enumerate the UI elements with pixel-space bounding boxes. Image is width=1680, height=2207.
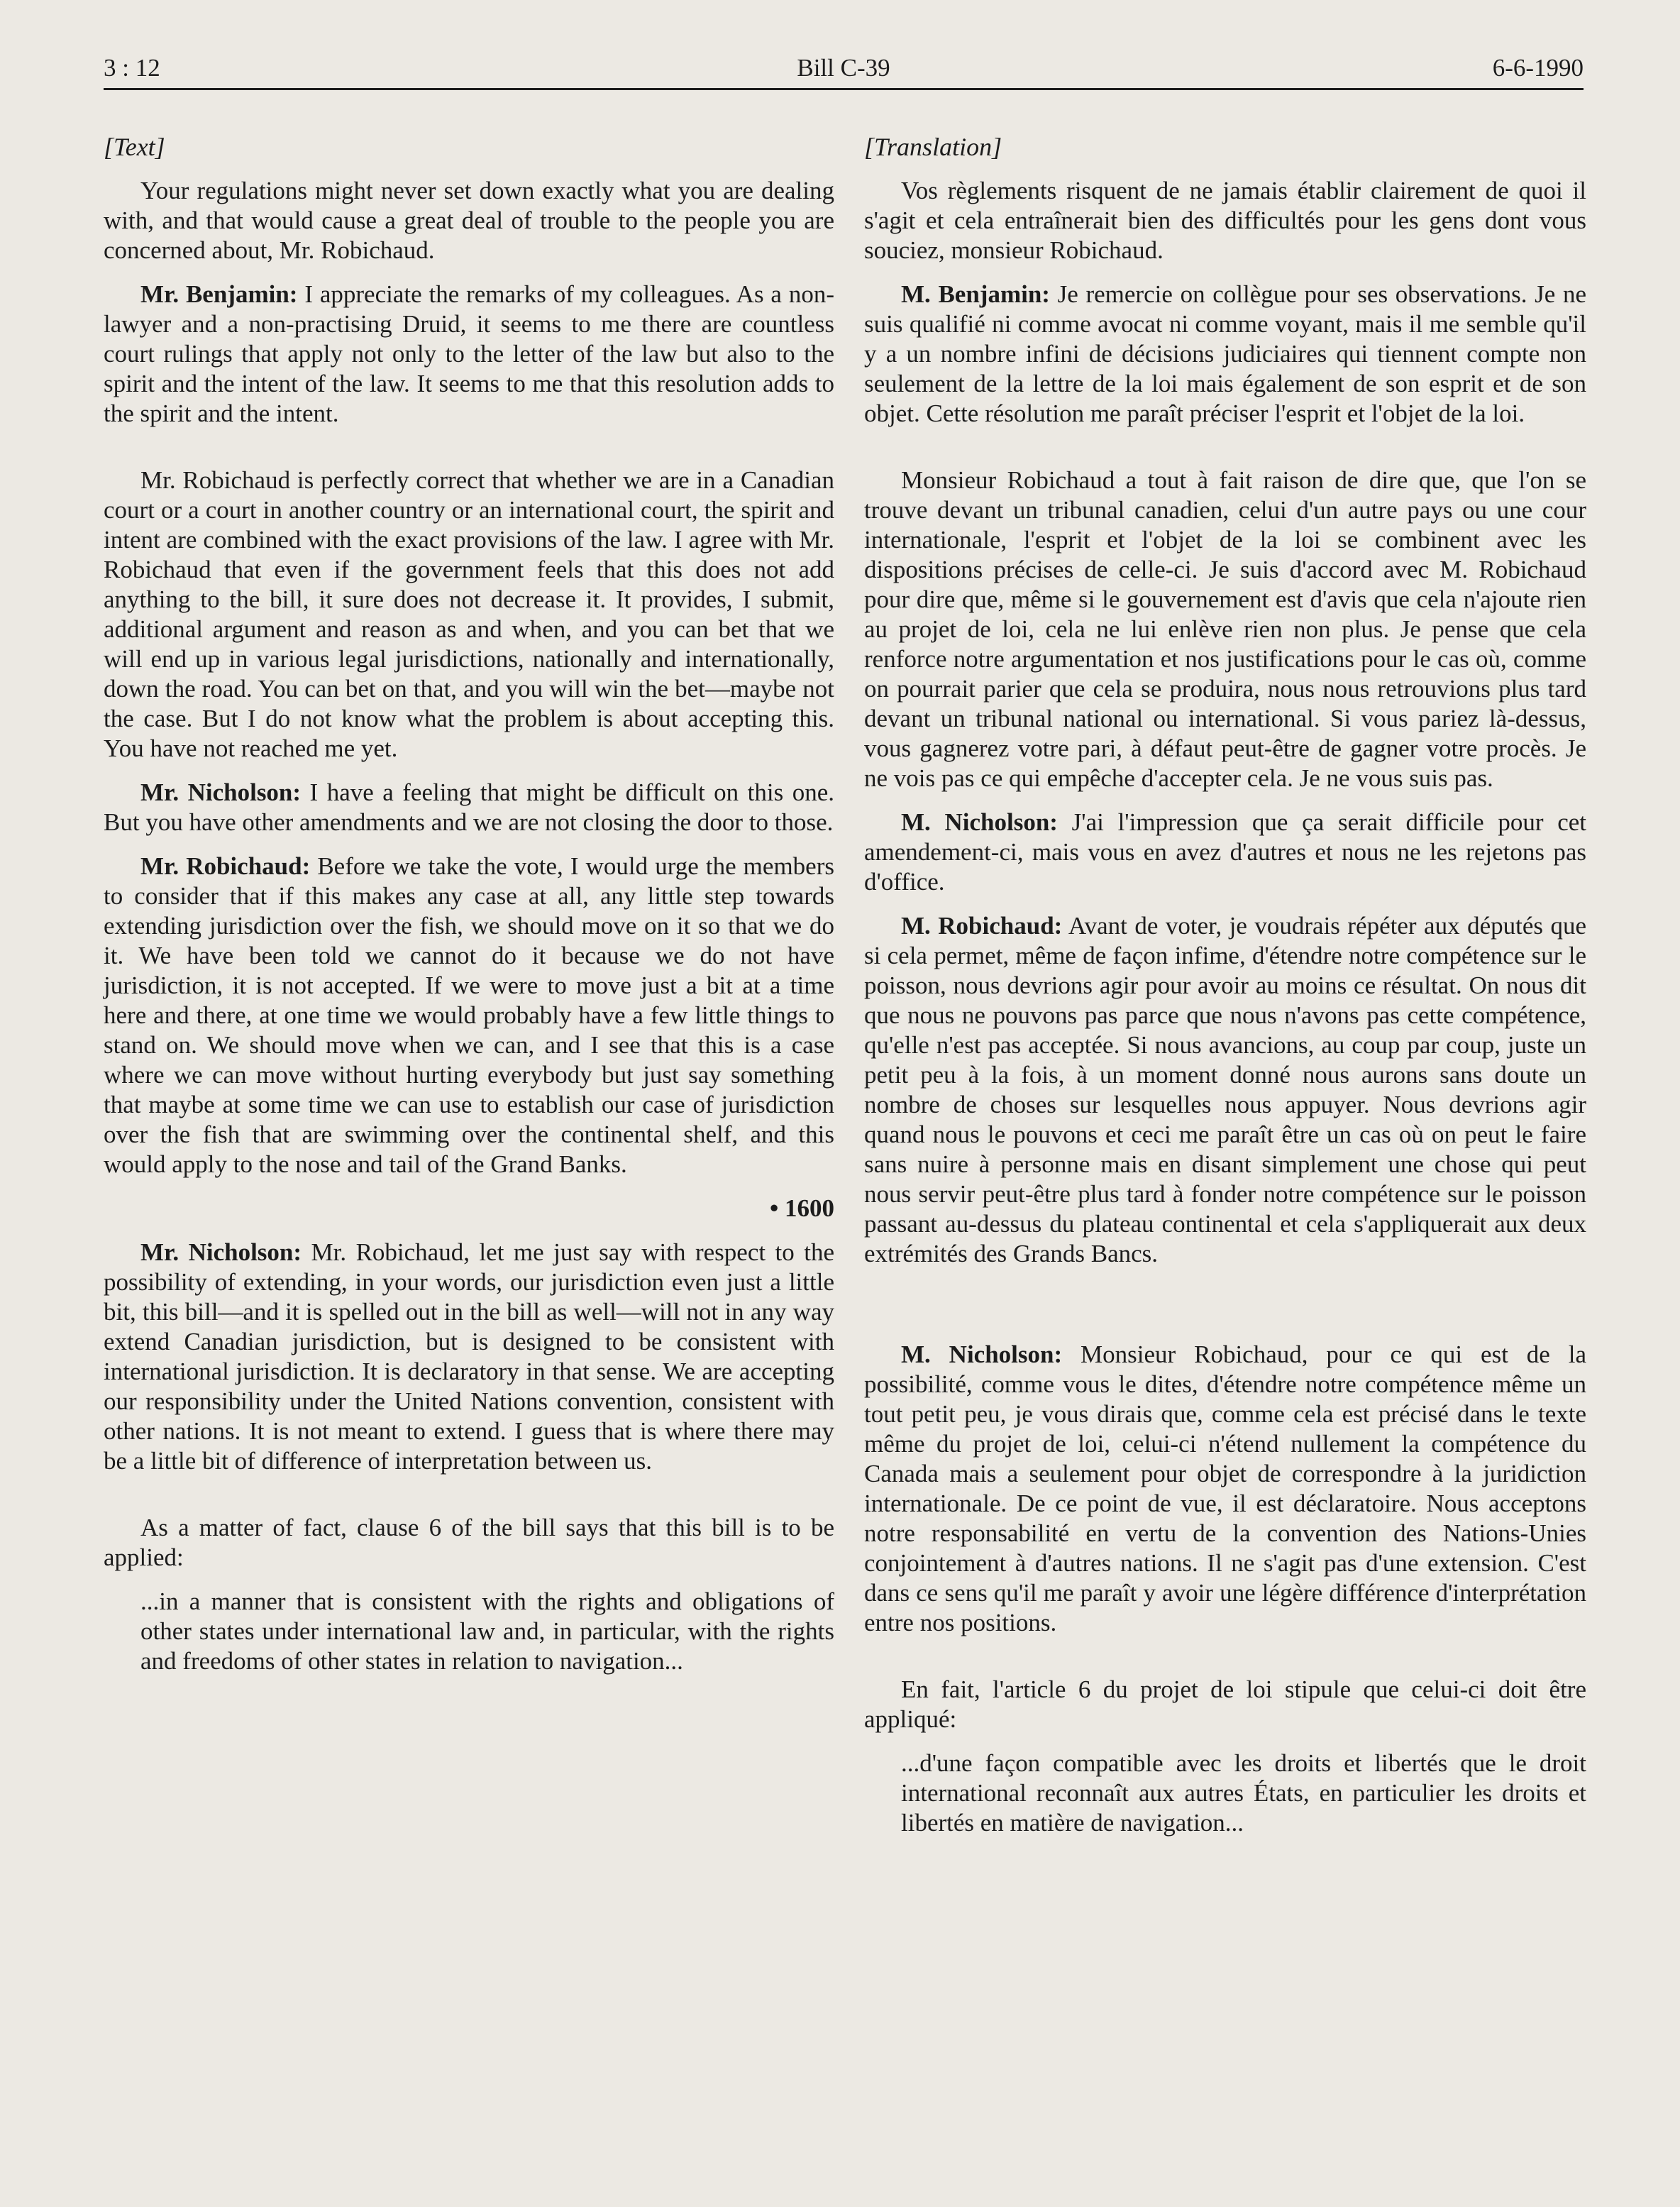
paragraph: Your regulations might never set down exactly what you are dealing with, and that would cause a great deal of trouble to the people you are concerned about, Mr. Robichaud. — [104, 177, 834, 264]
speech-paragraph — [104, 852, 834, 1179]
speech-text: Monsieur Robichaud, pour ce qui est de la possibilité, comme vous le dites, d'étendre notre compétence même un tout petit peu, je vous dirais que, comme cela est précisé dans le texte même du projet de loi, celui-ci n'étend nullement la compétence du Canada mais a seulement pour objet de correspondre à la juridiction internationale. De ce point de vue, il est déclaratoire. Nous acceptons notre responsabilité en vertu de la convention des Nations-Unies conjointement à d'autres nations. Il ne s'agit pas d'une extension. C'est dans ce sens qu'il me paraît y avoir une légère différence d'interprétation entre nos positions. — [864, 1341, 1587, 1636]
column-label: [Text] — [104, 133, 165, 161]
header-rule — [104, 88, 1584, 90]
speech-paragraph — [104, 778, 834, 837]
speech-text: Mr. Robichaud, let me just say with respect to the possibility of extending, in your words, our jurisdiction even just a little bit, this bill—and it is spelled out in the bill as well—will not in any way extend Canadian jurisdiction, but is designed to be consistent with international jurisdiction. It is declaratory in that sense. We are accepting our responsibility under the United Nations convention, consistent with other nations. It is not meant to extend. I guess that is where there may be a little bit of difference of interpretation between us. — [104, 1238, 834, 1475]
french-column — [864, 132, 1586, 1852]
bill-title: Bill C-39 — [797, 54, 890, 82]
time-marker: • 1600 — [769, 1194, 834, 1222]
speaker-name: M. Nicholson: — [901, 808, 1058, 836]
speech-text: Je remercie on collègue pour ses observations. Je ne suis qualifié ni comme avocat ni comme voyant, mais il me semble qu'il y a un nombre infini de décisions judiciaires qui tiennent compte non seulement de la lettre de la loi mais également de son esprit et de son objet. Cette résolution me paraît préciser l'esprit et l'objet de la loi. — [864, 280, 1586, 427]
speaker-name: M. Nicholson: — [901, 1341, 1063, 1368]
speech-text: Avant de voter, je voudrais répéter aux députés que si cela permet, même de façon infime, d'étendre notre compétence sur le poisson, nous devrions agir pour avoir au moins ce résultat. On nous dit que nous ne pouvons pas parce que nous n'avons pas cette compétence, qu'elle n'est pas acceptée. Si nous avancions, au coup par coup, juste un petit peu à la fois, à un moment donné nous aurons sans doute un nombre de choses sur lesquelles nous appuyer. Nous devrions agir quand nous le pouvons et ceci me paraît être un cas où on peut le faire sans nuire à personne mais en disant simplement une chose qui peut nous servir peut-être plus tard à fonder notre compétence sur le poisson passant au-dessus du plateau continental et cela s'appliquerait aux deux extrémités des Grands Bancs. — [864, 912, 1587, 1267]
speech-paragraph — [864, 808, 1586, 897]
page-number: 3 : 12 — [104, 54, 160, 82]
speech-paragraph — [104, 280, 834, 429]
block-quote: ...in a manner that is consistent with the rights and obligations of other states under international law and, in particular, with the rights and freedoms of other states in relation to navigation... — [140, 1587, 834, 1675]
paragraph: Vos règlements risquent de ne jamais établir clairement de quoi il s'agit et cela entraînerait bien des difficultés pour les gens dont vous souciez, monsieur Robichaud. — [864, 177, 1586, 264]
column-label: [Translation] — [864, 133, 1002, 161]
speech-text: J'ai l'impression que ça serait difficile pour cet amendement-ci, mais vous en avez d'autres et nous ne les rejetons pas d'office. — [864, 808, 1587, 896]
speech-text: I appreciate the remarks of my colleagues. As a non-lawyer and a non-practising Druid, it seems to me there are countless court rulings that apply not only to the letter of the law but also to the spirit and the intent of the law. It seems to me that this resolution adds to the spirit and the intent. — [104, 280, 834, 427]
speaker-name: Mr. Robichaud: — [140, 852, 311, 880]
speech-paragraph — [864, 280, 1586, 429]
block-quote: ...d'une façon compatible avec les droits et libertés que le droit international reconnaît aux autres États, en particulier les droits et libertés en matière de navigation... — [901, 1749, 1586, 1837]
paragraph: Monsieur Robichaud a tout à fait raison de dire que, que l'on se trouve devant un tribunal canadien, celui d'un autre pays ou une cour internationale, l'esprit et l'objet de la loi se combinent avec les dispositions précises de celle-ci. Je suis d'accord avec M. Robichaud pour dire que, même si le gouvernement est d'avis que cela n'ajoute rien au projet de loi, cela ne lui enlève rien non plus. Je pense que cela renforce notre argumentation et nos justifications pour le cas où, comme on pourrait parier que cela se produira, nous nous retrouvions plus tard devant un tribunal national ou international. Si vous pariez là-dessus, vous gagnerez votre pari, à défaut peut-être de gagner votre procès. Je ne vois pas ce qui empêche d'accepter cela. Je ne vous suis pas. — [864, 466, 1586, 792]
speech-paragraph — [104, 1238, 834, 1476]
page-date: 6-6-1990 — [1492, 54, 1584, 82]
paragraph: Mr. Robichaud is perfectly correct that whether we are in a Canadian court or a court in another country or an international court, the spirit and intent are combined with the exact provisions of the law. I agree with Mr. Robichaud that even if the government feels that this does not add anything to the bill, it sure does not decrease it. It provides, I submit, additional argument and reason as and when, and you can bet that we will end up in various legal jurisdictions, nationally and internationally, down the road. You can bet on that, and you will win the bet—maybe not the case. But I do not know what the problem is about accepting this. You have not reached me yet. — [104, 466, 834, 762]
english-column — [104, 132, 834, 1690]
speaker-name: M. Benjamin: — [901, 280, 1050, 308]
paragraph: As a matter of fact, clause 6 of the bill says that this bill is to be applied: — [104, 1514, 834, 1571]
speech-text: Before we take the vote, I would urge the members to consider that if this makes any case at all, any little step towards extending jurisdiction over the fish, we should move on it so that we do it. We have been told we cannot do it because we do not have jurisdiction, it is not accepted. If we were to move just a bit at a time here and there, at one time we would probably have a few little things to stand on. We should move when we can, and I see that this is a case where we can move without hurting everybody but just say something that maybe at some time we can use to establish our case of jurisdiction over the fish that are swimming over the continental shelf, and this would apply to the nose and tail of the Grand Banks. — [104, 852, 834, 1178]
speaker-name: Mr. Nicholson: — [140, 778, 302, 806]
speech-paragraph — [864, 1340, 1586, 1638]
speaker-name: Mr. Benjamin: — [140, 280, 298, 308]
speaker-name: M. Robichaud: — [901, 912, 1063, 940]
page-header — [104, 50, 1584, 89]
paragraph: En fait, l'article 6 du projet de loi stipule que celui-ci doit être appliqué: — [864, 1675, 1586, 1733]
speaker-name: Mr. Nicholson: — [140, 1238, 302, 1266]
speech-paragraph — [864, 911, 1586, 1269]
speech-text: I have a feeling that might be difficult on this one. But you have other amendments and we are not closing the door to those. — [104, 778, 834, 836]
